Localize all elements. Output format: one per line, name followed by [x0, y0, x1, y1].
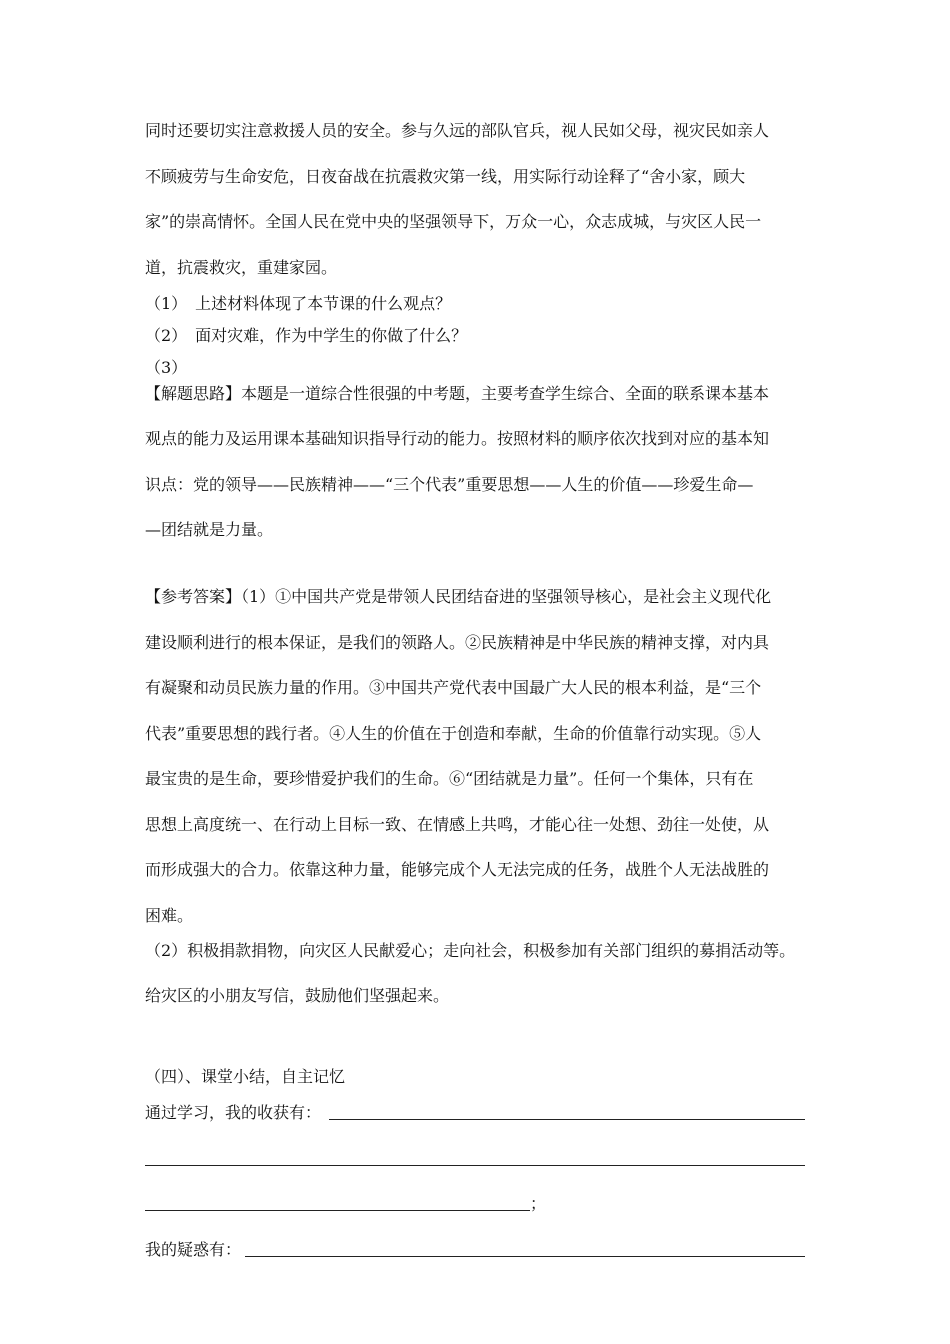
gain-blank-line[interactable] — [145, 1165, 805, 1166]
analysis-line: —团结就是力量。 — [145, 520, 274, 539]
answer-line: 困难。 — [145, 906, 194, 925]
answer-line: 而形成强大的合力。依靠这种力量，能够完成个人无法完成的任务，战胜个人无法战胜的 — [145, 860, 770, 879]
answer-line: 最宝贵的是生命，要珍惜爱护我们的生命。⑥“团结就是力量”。任何一个集体，只有在 — [145, 769, 754, 788]
question-2: （2） 面对灾难，作为中学生的你做了什么？ — [145, 326, 468, 345]
material-line: 不顾疲劳与生命安危，日夜奋战在抗震救灾第一线，用实际行动诠释了“舍小家，顾大 — [145, 167, 746, 186]
answer-line: 思想上高度统一、在行动上目标一致、在情感上共鸣，才能心往一处想、劲往一处使，从 — [145, 815, 770, 834]
material-line: 道，抗震救灾，重建家园。 — [145, 258, 338, 277]
answer-line: 【参考答案】（1）①中国共产党是带领人民团结奋进的坚强领导核心，是社会主义现代化 — [145, 587, 772, 606]
material-line: 同时还要切实注意救援人员的安全。参与久远的部队官兵，视人民如父母，视灾民如亲人 — [145, 121, 770, 140]
answer-line: 有凝聚和动员民族力量的作用。③中国共产党代表中国最广大人民的根本利益，是“三个 — [145, 678, 762, 697]
question-3: （3） — [145, 358, 188, 377]
gain-blank-line[interactable] — [329, 1119, 805, 1120]
question-1: （1） 上述材料体现了本节课的什么观点？ — [145, 294, 452, 313]
analysis-line: 识点：党的领导——民族精神——“三个代表”重要思想——人生的价值——珍爱生命— — [145, 475, 754, 494]
gain-blank-line[interactable] — [145, 1210, 530, 1211]
answer-line: 建设顺利进行的根本保证，是我们的领路人。②民族精神是中华民族的精神支撑，对内具 — [145, 633, 770, 652]
answer-line: （2）积极捐款捐物，向灾区人民献爱心；走向社会，积极参加有关部门组织的募捐活动等。 — [145, 941, 796, 960]
answer-line: 给灾区的小朋友写信，鼓励他们坚强起来。 — [145, 986, 450, 1005]
analysis-line: 【解题思路】本题是一道综合性很强的中考题，主要考查学生综合、全面的联系课本基本 — [145, 384, 770, 403]
analysis-line: 观点的能力及运用课本基础知识指导行动的能力。按照材料的顺序依次找到对应的基本知 — [145, 429, 770, 448]
gain-label: 通过学习，我的收获有： — [145, 1103, 322, 1122]
gain-semicolon: ； — [530, 1194, 547, 1213]
material-line: 家”的崇高情怀。全国人民在党中央的坚强领导下，万众一心，众志成城，与灾区人民一 — [145, 212, 762, 231]
doubt-blank-line[interactable] — [245, 1256, 805, 1257]
answer-line: 代表”重要思想的践行者。④人生的价值在于创造和奉献，生命的价值靠行动实现。⑤人 — [145, 724, 762, 743]
summary-heading: （四）、课堂小结，自主记忆 — [145, 1067, 346, 1086]
doubt-label: 我的疑惑有： — [145, 1240, 242, 1259]
